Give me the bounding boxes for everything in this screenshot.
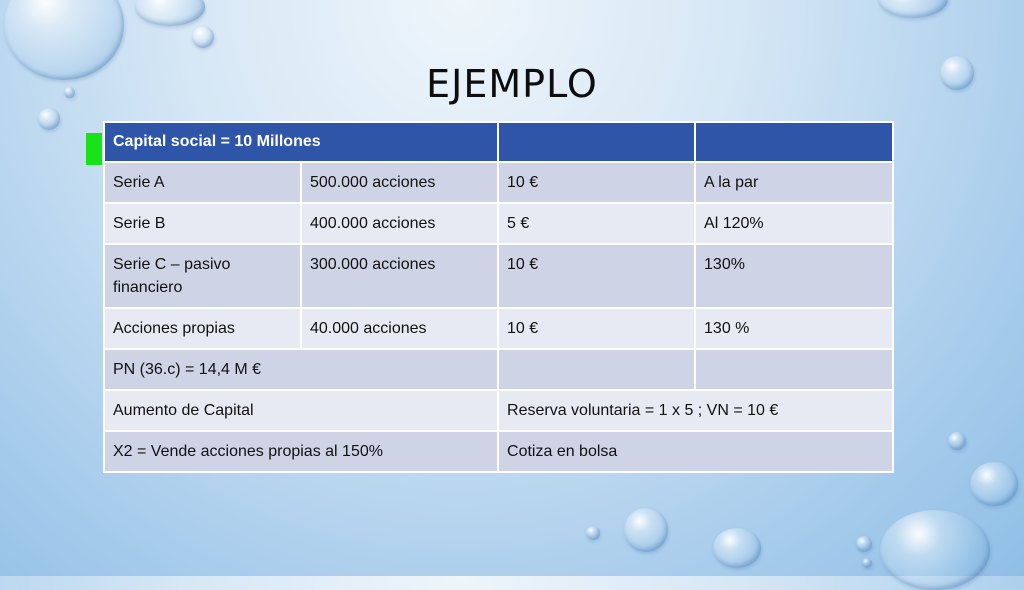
- slide-title: EJEMPLO: [426, 62, 598, 106]
- table-header-cell: Capital social = 10 Millones: [104, 122, 498, 162]
- table-header-cell: [498, 122, 695, 162]
- water-drop: [862, 558, 872, 568]
- example-table: [103, 121, 894, 473]
- water-drop: [948, 432, 966, 450]
- green-marker: [86, 133, 102, 165]
- table-header-row: [104, 122, 893, 162]
- table-cell: PN (36.c) = 14,4 M €: [104, 349, 498, 390]
- table-cell: Aumento de Capital: [104, 390, 498, 431]
- table-cell: Reserva voluntaria = 1 x 5 ; VN = 10 €: [498, 390, 893, 431]
- water-drop: [38, 108, 60, 130]
- table-row: [104, 308, 893, 349]
- water-drop: [192, 26, 214, 48]
- table-cell: 5 €: [498, 203, 695, 244]
- table-cell: A la par: [695, 162, 893, 203]
- table-header-cell: [695, 122, 893, 162]
- table-cell: 10 €: [498, 244, 695, 308]
- table-cell: 500.000 acciones: [301, 162, 498, 203]
- water-drop: [586, 526, 600, 540]
- table-row: [104, 349, 893, 390]
- water-drop: [713, 528, 761, 568]
- water-drop: [970, 462, 1018, 506]
- water-drop: [135, 0, 205, 26]
- table-cell: 10 €: [498, 308, 695, 349]
- table-cell: [695, 349, 893, 390]
- table-cell: 130%: [695, 244, 893, 308]
- water-drop: [856, 536, 872, 552]
- table-cell: Serie B: [104, 203, 301, 244]
- table-cell: Cotiza en bolsa: [498, 431, 893, 472]
- table-cell: 400.000 acciones: [301, 203, 498, 244]
- table-cell: 10 €: [498, 162, 695, 203]
- table-cell: Serie C – pasivo financiero: [104, 244, 301, 308]
- table-row: [104, 390, 893, 431]
- water-drop: [880, 510, 990, 590]
- table-cell: [498, 349, 695, 390]
- table-cell: Serie A: [104, 162, 301, 203]
- table-cell: 300.000 acciones: [301, 244, 498, 308]
- table-cell: 40.000 acciones: [301, 308, 498, 349]
- water-drop: [624, 508, 668, 552]
- table-cell: Al 120%: [695, 203, 893, 244]
- table-row: [104, 203, 893, 244]
- table-cell: 130 %: [695, 308, 893, 349]
- table-row: [104, 162, 893, 203]
- table-cell: Acciones propias: [104, 308, 301, 349]
- table-cell: X2 = Vende acciones propias al 150%: [104, 431, 498, 472]
- water-drop: [878, 0, 948, 18]
- table-row: [104, 244, 893, 308]
- table-row: [104, 431, 893, 472]
